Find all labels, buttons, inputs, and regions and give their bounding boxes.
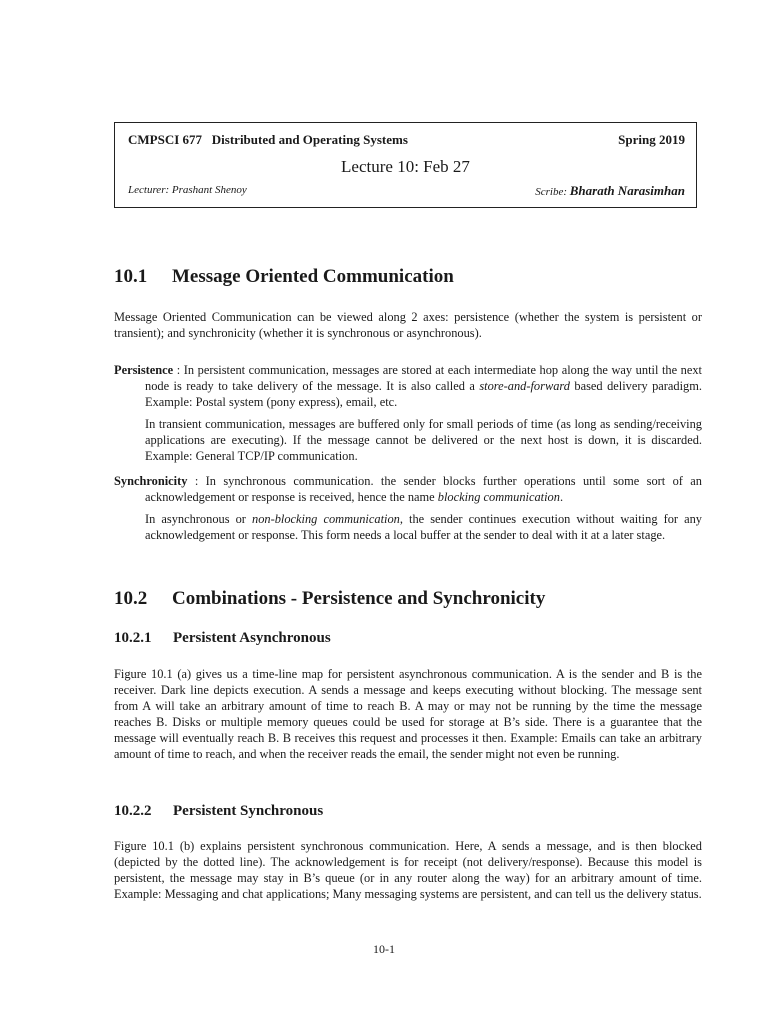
synchronicity-definition xyxy=(114,473,702,543)
synchronicity-paragraph-2 xyxy=(114,511,702,543)
course-code: CMPSCI 677 xyxy=(128,132,203,147)
lecture-header-box xyxy=(114,122,697,208)
section-number: 10.1 xyxy=(114,266,148,287)
persistence-emphasis: store-and-forward xyxy=(479,379,570,393)
synchronicity-emphasis-2: non-blocking communication xyxy=(252,512,400,526)
page-number: 10-1 xyxy=(373,942,395,956)
scribe-label: Scribe: xyxy=(535,186,567,198)
synchronicity-text-a: : In synchronous communication. the sender blocks further operations until some sort of an acknowledgement or response is received, hence the name xyxy=(145,474,702,504)
persistence-term: Persistence xyxy=(114,363,174,377)
lecturer-label: Lecturer: xyxy=(128,184,170,196)
subsection-heading-10-2-2 xyxy=(114,803,323,820)
synchronicity-emphasis: blocking communication xyxy=(437,490,560,504)
subsection-heading-10-2-1 xyxy=(114,630,331,647)
persistence-paragraph-2: In transient communication, messages are buffered only for small periods of time (as long as sending/receiving applications are executing). If the message cannot be delivered or the next host is down, it is discarded. Example: General TCP/IP communication. xyxy=(145,417,702,463)
persistence-paragraph-1 xyxy=(114,362,702,410)
subsection-number: 10.2.1 xyxy=(114,630,152,646)
intro-paragraph: Message Oriented Communication can be viewed along 2 axes: persistence (whether the system is persistent or transient); and synchronicity (whether it is synchronous or asynchronous). xyxy=(114,310,702,340)
course-row xyxy=(128,132,685,148)
subsection-number: 10.2.2 xyxy=(114,803,152,819)
subsection-title: Persistent Synchronous xyxy=(173,803,324,819)
scribe xyxy=(535,183,685,199)
persistent-synchronous-body xyxy=(114,838,702,902)
paragraph: Figure 10.1 (a) gives us a time-line map for persistent asynchronous communication. A is the sender and B is the receiver. Dark line depicts execution. A sends a message and keeps executing without blocking. The message sent from A will take an arbitrary amount of time to reach B. A may or may not be running by the time the message reaches B. Disks or multiple memory queues could be used for storage at B’s side. There is a guarantee that the message will eventually reach B. B receives this request and processes it then. Example: Emails can take an arbitrary amount of time to reach, and when the receiver reads the email, the sender might not even be running. xyxy=(114,667,702,761)
section-number: 10.2 xyxy=(114,588,148,609)
persistent-asynchronous-body xyxy=(114,666,702,762)
section-title: Message Oriented Communication xyxy=(172,266,454,287)
synchronicity-paragraph-1 xyxy=(114,473,702,505)
persistence-text-a: : In persistent communication, messages are stored at each intermediate hop along the way until the next node is ready to take delivery of the message. It is also called a xyxy=(145,363,702,393)
term: Spring 2019 xyxy=(618,132,685,147)
section-heading-10-2 xyxy=(114,588,545,610)
persistence-definition xyxy=(114,362,702,464)
paragraph: Figure 10.1 (b) explains persistent synchronous communication. Here, A sends a message, and is then blocked (depicted by the dotted line). The acknowledgement is for receipt (not delivery/response). Because this model is persistent, the message may stay in B’s queue (or in any router along the way) for an arbitrary amount of time. Example: Messaging and chat applications; Many messaging systems are persistent, and can tell us the delivery status. xyxy=(114,839,702,901)
course-title: Distributed and Operating Systems xyxy=(211,132,408,147)
lecturer-name: Prashant Shenoy xyxy=(171,184,247,196)
synchronicity-text-c: In asynchronous or xyxy=(145,512,252,526)
subsection-title: Persistent Asynchronous xyxy=(173,630,331,646)
synchronicity-text-d: , the sender continues execution without waiting for any acknowledgement or response. This form needs a local buffer at the sender to deal with it at a later stage. xyxy=(145,512,702,542)
synchronicity-text-b: . xyxy=(559,490,564,504)
synchronicity-term: Synchronicity xyxy=(114,474,188,488)
people-row xyxy=(128,184,685,196)
scribe-name: Bharath Narasimhan xyxy=(569,183,685,198)
section-title: Combinations - Persistence and Synchronicity xyxy=(172,588,546,609)
lecture-title: Lecture 10: Feb 27 xyxy=(341,157,470,176)
section1-intro xyxy=(114,309,702,341)
persistence-text-b: based delivery paradigm. Example: Postal system (pony express), email, etc. xyxy=(145,379,702,409)
section-heading-10-1 xyxy=(114,266,454,288)
